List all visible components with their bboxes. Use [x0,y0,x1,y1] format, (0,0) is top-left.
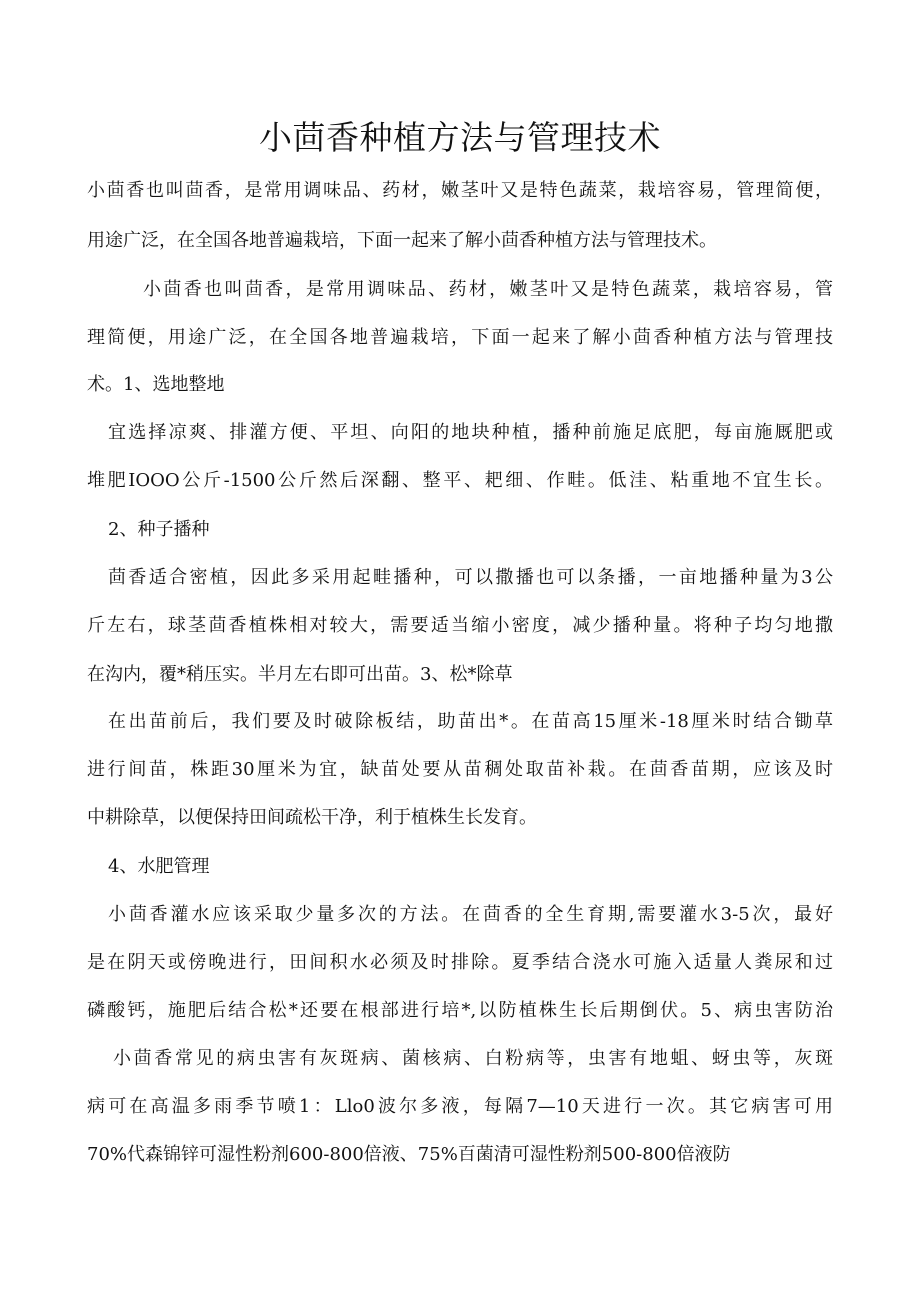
text-line: 是在阴天或傍晚进行，田间积水必须及时排除。夏季结合浇水可施入适量人粪尿和过 [87,952,833,973]
text-line: 小茴香也叫茴香，是常用调味品、药材，嫩茎叶又是特色蔬菜，栽培容易，管理简便， [87,180,833,201]
text-line: 术。1、选地整地 [87,374,225,395]
text-line: 理简便，用途广泛，在全国各地普遍栽培，下面一起来了解小茴香种植方法与管理技 [87,327,833,348]
text-line: 在出苗前后，我们要及时破除板结，助苗出*。在苗高15厘米-18厘米时结合锄草 [108,711,833,732]
document-title: 小茴香种植方法与管理技术 [259,118,661,157]
text-line: 2、种子播种 [108,519,210,540]
text-line: 中耕除草，以便保持田间疏松干净，利于植株生长发育。 [87,807,537,828]
text-line: 茴香适合密植，因此多采用起畦播种，可以撒播也可以条播，一亩地播种量为3公 [108,567,833,588]
text-line: 70%代森锦锌可湿性粉剂600-800倍液、75%百菌清可湿性粉剂500-800倍液防 [87,1144,731,1165]
text-line: 小茴香灌水应该采取少量多次的方法。在茴香的全生育期,需要灌水3-5次，最好 [108,904,833,925]
text-line: 斤左右，球茎茴香植株相对较大，需要适当缩小密度，减少播种量。将种子均匀地撒 [87,615,833,636]
text-line: 小茴香也叫茴香，是常用调味品、药材，嫩茎叶又是特色蔬菜，栽培容易，管 [143,279,833,300]
text-line: 磷酸钙，施肥后结合松*还要在根部进行培*,以防植株生长后期倒伏。5、病虫害防治 [87,1000,833,1021]
text-line: 4、水肥管理 [108,856,210,877]
text-line: 在沟内，覆*稍压实。半月左右即可出苗。3、松*除草 [87,664,513,685]
text-line: 宜选择凉爽、排灌方便、平坦、向阳的地块种植，播种前施足底肥，每亩施厩肥或 [108,422,833,443]
text-line: 小茴香常见的病虫害有灰斑病、菌核病、白粉病等，虫害有地蛆、蚜虫等，灰斑 [113,1048,833,1069]
text-line: 进行间苗，株距30厘米为宜，缺苗处要从苗稠处取苗补栽。在茴香苗期，应该及时 [87,759,833,780]
text-line: 病可在高温多雨季节喷1：Llo0波尔多液，每隔7—10天进行一次。其它病害可用 [87,1096,833,1117]
text-line: 用途广泛，在全国各地普遍栽培，下面一起来了解小茴香种植方法与管理技术。 [87,230,717,251]
text-line: 堆肥IOOO公斤-1500公斤然后深翻、整平、耙细、作畦。低洼、粘重地不宜生长。 [87,470,833,491]
